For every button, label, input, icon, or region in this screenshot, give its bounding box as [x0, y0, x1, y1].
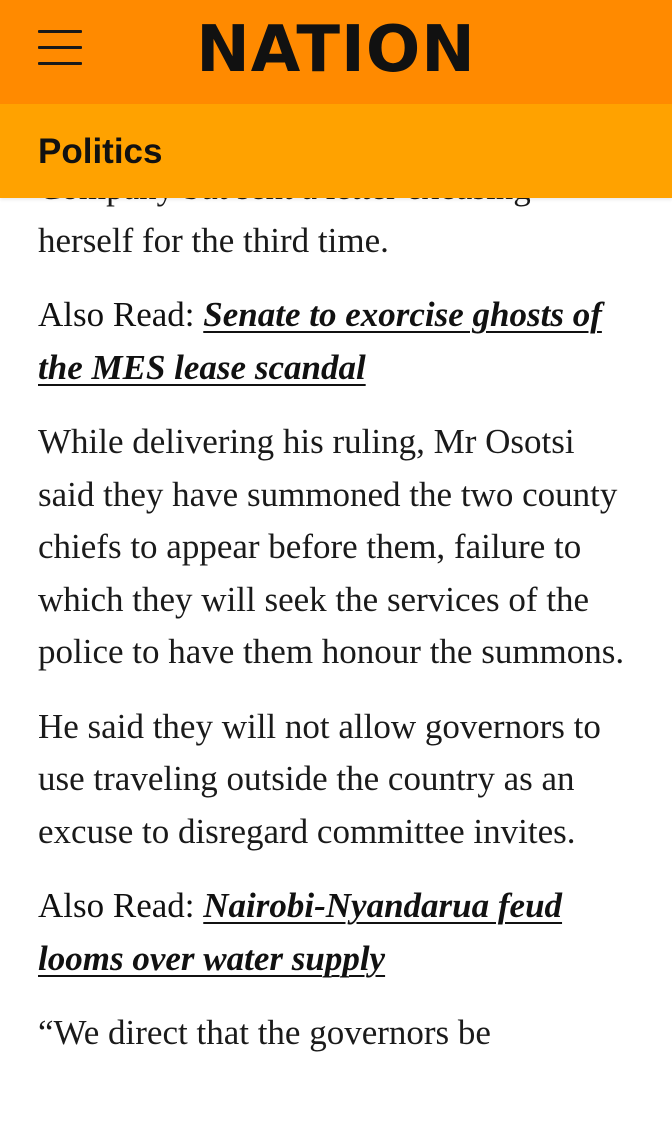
also-read-label: Also Read: [38, 295, 204, 334]
nation-logo[interactable]: NATION [196, 13, 476, 87]
article-paragraph: “We direct that the governors be [38, 1013, 491, 1052]
also-read-link-nairobi[interactable]: Nairobi-Nyandarua feud looms over water supply [38, 886, 563, 978]
also-read-link-senate[interactable]: Senate to exorcise ghosts of the MES lease scandal [38, 295, 602, 387]
also-read-label: Also Read: [38, 886, 204, 925]
section-title[interactable]: Politics [38, 132, 163, 171]
paragraph-end: herself for the third time. [38, 220, 389, 260]
article-paragraph: He said they will not allow governors to use traveling outside the country as an excuse to disregard committee invites. [38, 706, 601, 851]
article-body [38, 162, 638, 1082]
section-bar [0, 104, 672, 198]
also-read-block [38, 289, 638, 394]
top-header [0, 0, 672, 104]
also-read-block [38, 880, 638, 985]
article-paragraph: While delivering his ruling, Mr Osotsi said they have summoned the two county chiefs to appear before them, failure to which they will seek the services of the police to have them honour the summons. [38, 422, 625, 671]
